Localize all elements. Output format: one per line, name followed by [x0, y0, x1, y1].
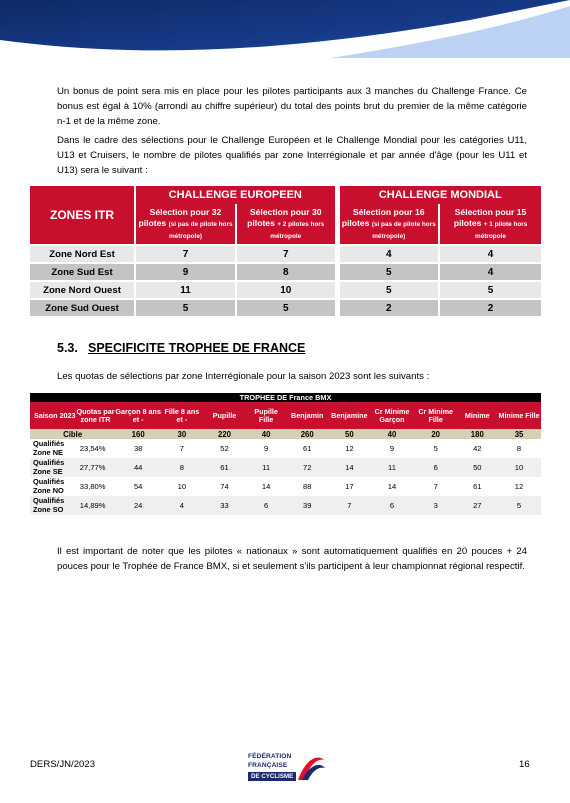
- table-cell: 4: [337, 245, 439, 263]
- col-header: Saison 2023: [30, 402, 76, 429]
- table-cell: 14: [370, 477, 414, 496]
- table-cell: 220: [203, 429, 247, 439]
- table-cell: 44: [115, 458, 161, 477]
- row-label: Qualifiés Zone SE: [30, 458, 76, 477]
- table-cell: 8: [236, 263, 337, 281]
- table-cell: 7: [329, 496, 371, 515]
- table-cell: 180: [458, 429, 498, 439]
- table-cell: 30: [161, 429, 203, 439]
- table-cell: 50: [329, 429, 371, 439]
- logo-line-3: DE CYCLISME: [248, 772, 296, 781]
- quota-pct: 33,80%: [76, 477, 116, 496]
- table-cell: 7: [135, 245, 236, 263]
- table-row: [30, 439, 541, 458]
- table-cell: 4: [439, 245, 541, 263]
- table-cell: 27: [458, 496, 498, 515]
- table-cell: 11: [370, 458, 414, 477]
- section-heading: [57, 341, 305, 355]
- table-cell: 7: [414, 477, 458, 496]
- row-label: Qualifiés Zone NO: [30, 477, 76, 496]
- challenge-selection-table: [30, 186, 541, 316]
- zones-itr-header: ZONES ITR: [30, 186, 135, 245]
- table-cell: 54: [115, 477, 161, 496]
- table-cell: 40: [370, 429, 414, 439]
- table-cell: 2: [439, 299, 541, 316]
- zone-name: Zone Sud Est: [30, 263, 135, 281]
- quotas-paragraph: Les quotas de sélections par zone Interrégionale pour la saison 2023 sont les suivants :: [57, 371, 430, 382]
- table-cell: 12: [329, 439, 371, 458]
- subheader-ce-30: Sélection pour 30 pilotes + 2 pilotes hors métropole: [236, 204, 337, 245]
- table-cell: 160: [115, 429, 161, 439]
- table-row: [30, 281, 541, 299]
- subheader-cm-15: Sélection pour 15 pilotes + 1 pilote hors métropole: [439, 204, 541, 245]
- table-cell: 61: [203, 458, 247, 477]
- table-row: [30, 496, 541, 515]
- table-cell: 260: [286, 429, 329, 439]
- subheader-ce-32: Sélection pour 32 pilotes (si pas de pilote hors métropole): [135, 204, 236, 245]
- logo-line-2: FRANÇAISE: [248, 762, 288, 769]
- zone-name: Zone Sud Ouest: [30, 299, 135, 316]
- table-cell: 5: [236, 299, 337, 316]
- table-cell: 7: [236, 245, 337, 263]
- cible-row: [30, 429, 541, 439]
- table-cell: 33: [203, 496, 247, 515]
- table-cell: 3: [414, 496, 458, 515]
- table-cell: 88: [286, 477, 329, 496]
- table-cell: 5: [337, 263, 439, 281]
- table-cell: 20: [414, 429, 458, 439]
- table-cell: 5: [337, 281, 439, 299]
- nationaux-paragraph: Il est important de noter que les pilotes « nationaux » sont automatiquement qualifiés en 20 pouces + 24 pouces pour le Trophée de France BMX, si et seulement s'ils participent à leur championnat régional respectif.: [57, 546, 527, 572]
- table-cell: 74: [203, 477, 247, 496]
- col-header: Minime Fille: [497, 402, 541, 429]
- table-cell: 72: [286, 458, 329, 477]
- row-label: Qualifiés Zone NE: [30, 439, 76, 458]
- table-cell: 10: [236, 281, 337, 299]
- col-header: Quotas par zone ITR: [76, 402, 116, 429]
- table-cell: 9: [246, 439, 286, 458]
- challenge-mondial-header: CHALLENGE MONDIAL: [337, 186, 541, 204]
- table-cell: 52: [203, 439, 247, 458]
- table-cell: 8: [161, 458, 203, 477]
- bonus-paragraph: Un bonus de point sera mis en place pour les pilotes participants aux 3 manches du Challenge France. Ce bonus est égal à 10% (arrondi au chiffre supérieur) du total des points brut du premier de la même catégorie n-1 et de la même zone.: [57, 86, 527, 127]
- col-header: Benjamine: [329, 402, 371, 429]
- quota-pct: 27,77%: [76, 458, 116, 477]
- table-cell: 42: [458, 439, 498, 458]
- row-label: Qualifiés Zone SO: [30, 496, 76, 515]
- table-cell: 61: [286, 439, 329, 458]
- col-header: Pupille Fille: [246, 402, 286, 429]
- table-row: [30, 477, 541, 496]
- col-header: Cr Minime Fille: [414, 402, 458, 429]
- document-reference: DERS/JN/2023: [30, 759, 96, 770]
- table-cell: 4: [161, 496, 203, 515]
- table-cell: 5: [497, 496, 541, 515]
- table-cell: 14: [329, 458, 371, 477]
- ffc-logo: [246, 750, 326, 786]
- bmx-table-title: TROPHEE DE France BMX: [30, 393, 541, 402]
- table-cell: 35: [497, 429, 541, 439]
- page-number: 16: [519, 759, 530, 770]
- selections-paragraph: Dans le cadre des sélections pour le Challenge Européen et le Challenge Mondial pour les catégories U11, U13 et Cruisers, le nombre de pilotes qualifiés par zone Interrégionale et par année d'âge (pour les U11 et U13) sera le suivant :: [57, 135, 527, 176]
- trophee-bmx-table: [30, 393, 541, 515]
- table-cell: 9: [135, 263, 236, 281]
- quota-pct: 23,54%: [76, 439, 116, 458]
- col-header: Pupille: [203, 402, 247, 429]
- table-cell: 6: [370, 496, 414, 515]
- table-cell: 14: [246, 477, 286, 496]
- table-cell: 5: [439, 281, 541, 299]
- logo-line-1: FÉDÉRATION: [248, 753, 292, 760]
- table-cell: 17: [329, 477, 371, 496]
- table-row: [30, 299, 541, 316]
- col-header: Minime: [458, 402, 498, 429]
- cible-label: Cible: [30, 429, 115, 439]
- table-cell: 5: [135, 299, 236, 316]
- quota-pct: 14,89%: [76, 496, 116, 515]
- table-cell: 5: [414, 439, 458, 458]
- section-number: 5.3.: [57, 341, 78, 355]
- table-row: [30, 263, 541, 281]
- zone-name: Zone Nord Est: [30, 245, 135, 263]
- table-cell: 39: [286, 496, 329, 515]
- table-cell: 50: [458, 458, 498, 477]
- zone-name: Zone Nord Ouest: [30, 281, 135, 299]
- table-row: [30, 458, 541, 477]
- table-cell: 12: [497, 477, 541, 496]
- header-banner: [0, 0, 570, 58]
- col-header: Cr Minime Garçon: [370, 402, 414, 429]
- col-header: Garçon 8 ans et -: [115, 402, 161, 429]
- section-title: SPECIFICITE TROPHEE DE FRANCE: [88, 341, 306, 355]
- table-cell: 10: [497, 458, 541, 477]
- col-header: Benjamin: [286, 402, 329, 429]
- table-cell: 2: [337, 299, 439, 316]
- challenge-europeen-header: CHALLENGE EUROPEEN: [135, 186, 337, 204]
- table-cell: 4: [439, 263, 541, 281]
- table-cell: 24: [115, 496, 161, 515]
- table-cell: 8: [497, 439, 541, 458]
- table-cell: 6: [414, 458, 458, 477]
- table-cell: 61: [458, 477, 498, 496]
- table-row: [30, 245, 541, 263]
- col-header: Fille 8 ans et -: [161, 402, 203, 429]
- table-cell: 40: [246, 429, 286, 439]
- table-cell: 11: [246, 458, 286, 477]
- table-cell: 6: [246, 496, 286, 515]
- table-cell: 11: [135, 281, 236, 299]
- table-cell: 9: [370, 439, 414, 458]
- table-cell: 10: [161, 477, 203, 496]
- subheader-cm-16: Sélection pour 16 pilotes (si pas de pilote hors métropole): [337, 204, 439, 245]
- table-cell: 38: [115, 439, 161, 458]
- table-cell: 7: [161, 439, 203, 458]
